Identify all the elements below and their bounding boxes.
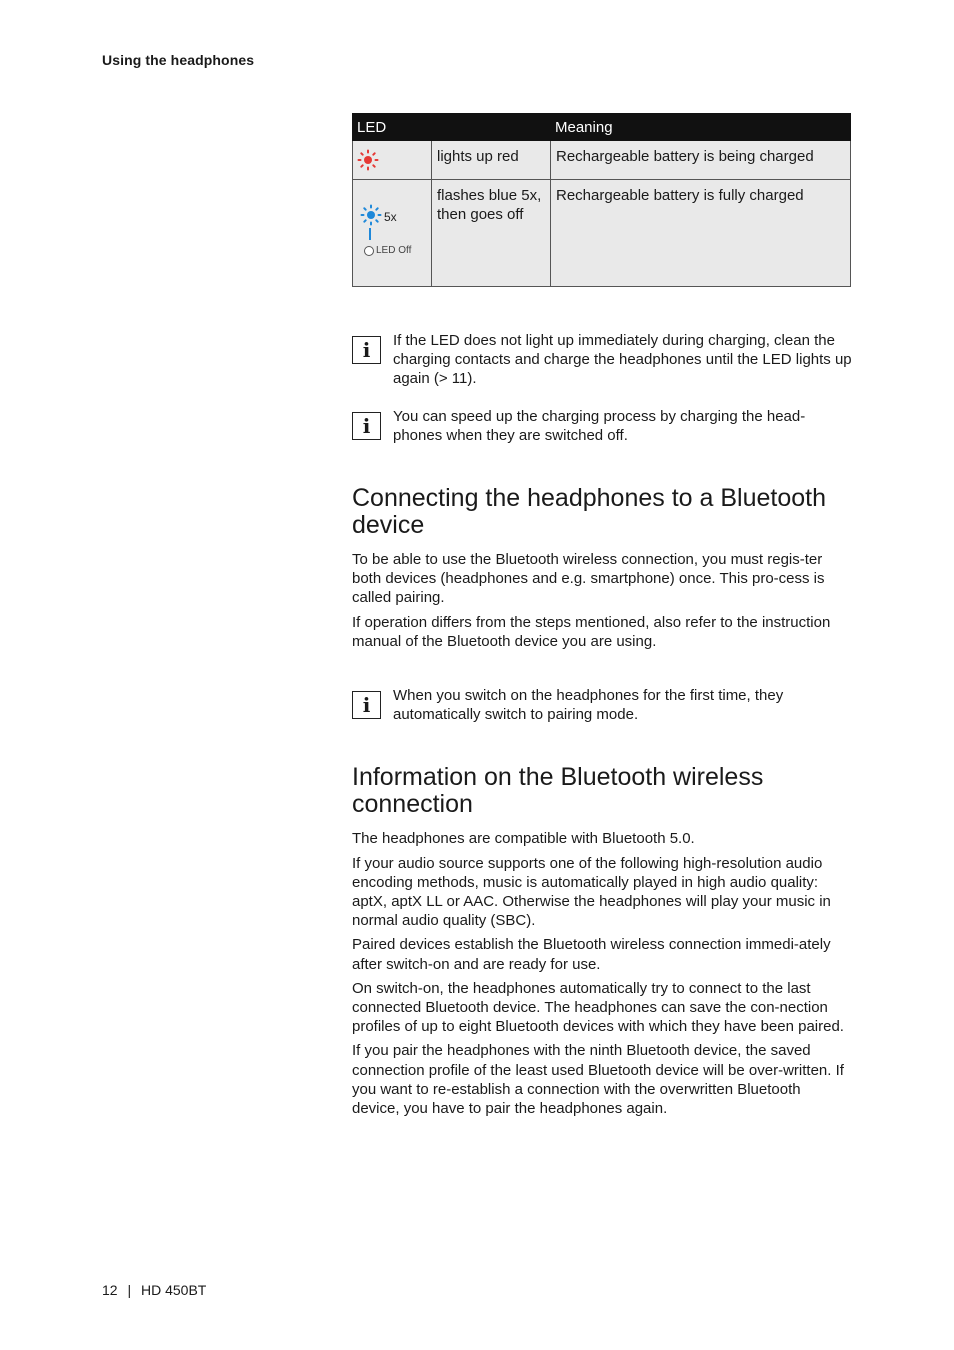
led-icon-cell bbox=[353, 180, 432, 287]
page-content bbox=[352, 113, 852, 1118]
section-heading: Information on the Bluetooth wireless connection bbox=[352, 763, 764, 819]
led-meaning-cell: Rechargeable battery is fully charged bbox=[551, 180, 851, 287]
section-heading: Connecting the headphones to a Bluetooth device bbox=[352, 484, 826, 540]
table-row bbox=[353, 141, 851, 180]
paragraph: On switch-on, the headphones automatically try to connect to the last connected Bluetooth device. The headphones can save the con-nection profiles of up to eight Bluetooth devices with which they have been paired. bbox=[352, 979, 844, 1036]
blue-flashing-led-icon bbox=[360, 204, 382, 226]
led-icon-cell bbox=[353, 141, 432, 180]
paragraph: The headphones are compatible with Bluetooth 5.0. bbox=[352, 830, 695, 848]
info-icon: i bbox=[352, 691, 381, 719]
running-head: Using the headphones bbox=[102, 52, 255, 68]
table-row bbox=[353, 180, 851, 287]
led-state-cell: flashes blue 5x, then goes off bbox=[432, 180, 551, 287]
paragraph: If your audio source supports one of the following high-resolution audio encoding methods, music is automatically played in high audio quality: aptX, aptX LL or AAC. Otherwise the headphones will play your music in normal audio quality (SBC). bbox=[352, 854, 831, 930]
paragraph: If operation differs from the steps mentioned, also refer to the instruction manual of the Bluetooth device you are using. bbox=[352, 613, 831, 650]
info-note bbox=[352, 407, 852, 445]
led-blink-diagram bbox=[357, 186, 427, 256]
led-transition-line bbox=[369, 228, 371, 240]
column-header-meaning: Meaning bbox=[551, 114, 851, 141]
led-off-label: LED Off bbox=[376, 245, 412, 256]
blink-count-label: 5x bbox=[384, 210, 397, 224]
page-footer bbox=[102, 1282, 206, 1298]
info-note bbox=[352, 331, 852, 389]
info-icon: i bbox=[352, 336, 381, 364]
note-text: When you switch on the headphones for the first time, they automatically switch to pairing mode. bbox=[393, 687, 784, 724]
page-number: 12 bbox=[102, 1282, 118, 1298]
product-model: HD 450BT bbox=[141, 1282, 207, 1298]
led-off-icon bbox=[364, 246, 374, 256]
paragraph: To be able to use the Bluetooth wireless connection, you must regis-ter both devices (headphones and e.g. smartphone) once. This pro-cess is called pairing. bbox=[352, 551, 825, 607]
paragraph: Paired devices establish the Bluetooth wireless connection immedi-ately after switch-on and are ready for use. bbox=[352, 936, 831, 973]
led-meaning-cell: Rechargeable battery is being charged bbox=[551, 141, 851, 180]
note-text: If the LED does not light up immediately during charging, clean the charging contacts and charge the headphones until the LED lights up again (> 11). bbox=[393, 332, 852, 388]
paragraph: If you pair the headphones with the ninth Bluetooth device, the saved connection profile of the least used Bluetooth device will be over-written. If you want to re-establish a connection with the overwritten Bluetooth device, you have to pair the headphones again. bbox=[352, 1042, 844, 1118]
column-header-led: LED bbox=[353, 114, 551, 141]
table-header-row bbox=[353, 114, 851, 141]
led-off-indicator bbox=[364, 241, 411, 260]
red-flashing-led-icon bbox=[357, 149, 379, 171]
led-status-table bbox=[352, 113, 851, 287]
note-text: You can speed up the charging process by charging the head-phones when they are switched off. bbox=[393, 407, 806, 444]
footer-separator: | bbox=[127, 1282, 132, 1298]
info-icon: i bbox=[352, 412, 381, 440]
led-state-cell: lights up red bbox=[432, 141, 551, 180]
info-note bbox=[352, 686, 852, 724]
